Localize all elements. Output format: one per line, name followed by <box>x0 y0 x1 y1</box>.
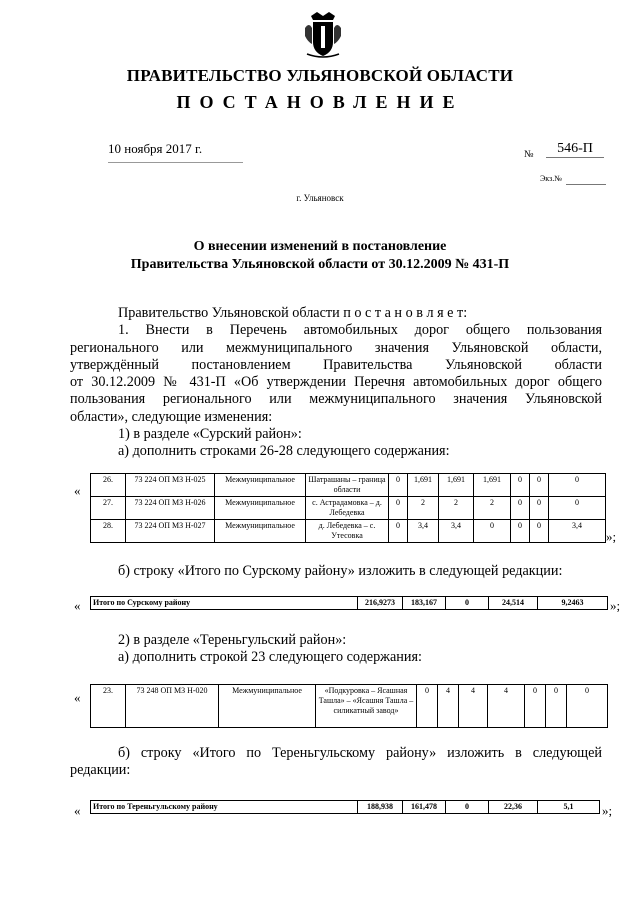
coat-of-arms-icon <box>303 8 343 60</box>
date-underline <box>108 162 243 163</box>
cell-type: Межмуниципальное <box>215 520 306 543</box>
intro-line: Правительство Ульяновской области п о с т а н о в л я е т: <box>118 305 468 321</box>
cell-value: 0 <box>546 685 567 728</box>
sursky-rows-table <box>90 473 606 543</box>
total-label: Итого по Сурскому району <box>91 597 358 610</box>
cell-code: 73 224 ОП МЗ Н-025 <box>126 474 215 497</box>
cell-value: 2 <box>474 497 511 520</box>
total-cell: 24,514 <box>489 597 538 610</box>
cell-value: 1,691 <box>408 474 439 497</box>
document-type: ПОСТАНОВЛЕНИЕ <box>176 92 464 112</box>
table-row <box>91 597 608 610</box>
quote-open: « <box>74 803 81 818</box>
table-row <box>91 685 608 728</box>
table-row <box>91 520 606 543</box>
cell-number: 28. <box>91 520 126 543</box>
total-cell: 0 <box>446 801 489 814</box>
terengul-total-table <box>90 800 600 814</box>
cell-name: «Подкуровка – Ясашная Ташла» – «Ясашня Ташла – силикатный завод» <box>316 685 417 728</box>
document-number: 546-П <box>546 141 604 158</box>
cell-value: 1,691 <box>439 474 474 497</box>
cell-code: 73 224 ОП МЗ Н-026 <box>126 497 215 520</box>
cell-name: с. Астрадамовка – д. Лебедевка <box>306 497 389 520</box>
item1-line-3: утверждённый постановлением Правительства Ульяновской области <box>70 356 602 373</box>
cell-code: 73 224 ОП МЗ Н-027 <box>126 520 215 543</box>
item1-line-2: регионального или межмуниципального значения Ульяновской области, <box>70 339 602 356</box>
copy-label: Экз.№ <box>540 174 562 183</box>
cell-value: 0 <box>530 497 549 520</box>
cell-value: 0 <box>549 474 606 497</box>
terengul-row-table <box>90 684 608 728</box>
copy-underline <box>566 184 606 185</box>
quote-open: « <box>74 690 81 705</box>
quote-close: »; <box>606 529 617 544</box>
cell-code: 73 248 ОП МЗ Н-020 <box>126 685 219 728</box>
total-cell: 5,1 <box>538 801 600 814</box>
item1-line-6: области», следующие изменения: <box>70 408 273 425</box>
title-line-1: О внесении изменений в постановление <box>193 239 447 254</box>
item1-line-1: 1. Внести в Перечень автомобильных дорог общего пользования <box>118 322 602 339</box>
title-line-2: Правительства Ульяновской области от 30.12.2009 № 431-П <box>130 257 510 272</box>
cell-value: 0 <box>511 520 530 543</box>
total-cell: 216,9273 <box>358 597 403 610</box>
quote-close: »; <box>602 803 613 818</box>
total-cell: 188,938 <box>358 801 403 814</box>
cell-number: 26. <box>91 474 126 497</box>
document-title <box>0 238 640 274</box>
section-2b-text <box>70 745 602 780</box>
cell-value: 0 <box>389 474 408 497</box>
cell-value: 0 <box>525 685 546 728</box>
cell-type: Межмуниципальное <box>215 474 306 497</box>
section-2b-line-2: редакции: <box>70 762 131 779</box>
section-1-heading: 1) в разделе «Сурский район»: <box>118 426 302 443</box>
total-cell: 183,167 <box>403 597 446 610</box>
cell-value: 4 <box>488 685 525 728</box>
cell-value: 0 <box>474 520 511 543</box>
cell-value: 0 <box>417 685 438 728</box>
cell-value: 0 <box>549 497 606 520</box>
quote-open: « <box>74 598 81 613</box>
item1-line-5: пользования регионального или межмуниципального значения Ульяновской <box>70 391 602 408</box>
cell-value: 4 <box>438 685 459 728</box>
cell-value: 3,4 <box>439 520 474 543</box>
cell-value: 0 <box>389 520 408 543</box>
cell-value: 3,4 <box>549 520 606 543</box>
cell-type: Межмуниципальное <box>219 685 316 728</box>
number-label: № <box>524 149 534 160</box>
total-cell: 22,36 <box>489 801 538 814</box>
body-text <box>70 305 602 461</box>
document-date: 10 ноября 2017 г. <box>108 141 203 156</box>
cell-value: 0 <box>511 474 530 497</box>
cell-value: 0 <box>530 474 549 497</box>
cell-value: 0 <box>567 685 608 728</box>
cell-value: 0 <box>389 497 408 520</box>
city: г. Ульяновск <box>296 193 344 203</box>
cell-value: 0 <box>511 497 530 520</box>
sursky-total-table <box>90 596 608 610</box>
quote-open: « <box>74 483 81 498</box>
total-cell: 9,2463 <box>538 597 608 610</box>
cell-number: 27. <box>91 497 126 520</box>
item1-line-4: от 30.12.2009 № 431-П «Об утверждении Перечня автомобильных дорог общего <box>70 374 602 391</box>
section-2-heading: 2) в разделе «Тереньгульский район»: <box>118 632 347 648</box>
section-2a-text: а) дополнить строкой 23 следующего содержания: <box>118 649 422 666</box>
cell-value: 4 <box>459 685 488 728</box>
table-row <box>91 801 600 814</box>
cell-name: Шатрашаны – граница области <box>306 474 389 497</box>
cell-value: 0 <box>530 520 549 543</box>
table-row <box>91 474 606 497</box>
quote-close: »; <box>610 598 621 613</box>
cell-value: 2 <box>408 497 439 520</box>
cell-value: 3,4 <box>408 520 439 543</box>
section-2b-line-1: б) строку «Итого по Тереньгульскому району» изложить в следующей <box>118 745 602 761</box>
total-cell: 161,478 <box>403 801 446 814</box>
cell-value: 2 <box>439 497 474 520</box>
cell-value: 1,691 <box>474 474 511 497</box>
total-label: Итого по Тереньгульскому району <box>91 801 358 814</box>
government-name: ПРАВИТЕЛЬСТВО УЛЬЯНОВСКОЙ ОБЛАСТИ <box>126 66 514 85</box>
cell-type: Межмуниципальное <box>215 497 306 520</box>
cell-name: д. Лебедевка – с. Утесовка <box>306 520 389 543</box>
section-1b-text: б) строку «Итого по Сурскому району» изложить в следующей редакции: <box>118 563 563 579</box>
table-row <box>91 497 606 520</box>
section-2-text <box>70 632 602 667</box>
cell-number: 23. <box>91 685 126 728</box>
section-1a-text: а) дополнить строками 26-28 следующего содержания: <box>118 443 450 460</box>
total-cell: 0 <box>446 597 489 610</box>
